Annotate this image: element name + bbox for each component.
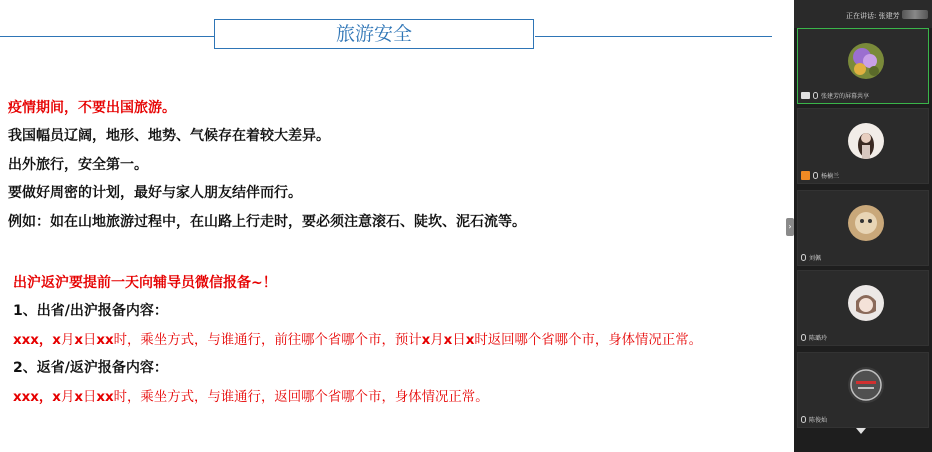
slide-line-3: 出外旅行，安全第一。 [8, 157, 148, 173]
slide-line-5: 例如：如在山地旅游过程中，在山路上行走时，要必须注意滚石、陡坎、泥石流等。 [8, 214, 526, 230]
participant-panel [794, 0, 932, 452]
participant-name: 刘佩 [809, 254, 822, 262]
cartoon-avatar-icon [848, 285, 884, 321]
participant-tile-4[interactable] [797, 270, 929, 346]
avatar [848, 205, 884, 241]
brand-logo-avatar-icon [848, 367, 884, 403]
report-notice: 出沪返沪要提前一天向辅导员微信报备~！ [13, 275, 277, 291]
signal-icon [902, 10, 928, 19]
slide-line-2: 我国幅员辽阔，地形、地势、气候存在着较大差异。 [8, 128, 330, 144]
participant-name: 陈俊灿 [809, 416, 828, 424]
section1-heading: 1、出省/出沪报备内容： [13, 303, 168, 319]
participant-tile-1[interactable] [797, 28, 929, 104]
mic-icon [813, 92, 818, 99]
slide-title: 旅游安全 [214, 19, 534, 49]
slide-line-4: 要做好周密的计划，最好与家人朋友结伴而行。 [8, 185, 302, 201]
slide-line-1: 疫情期间，不要出国旅游。 [8, 100, 176, 116]
participant-tile-2[interactable] [797, 108, 929, 184]
participant-name: 陈璐玲 [809, 334, 828, 342]
participant-name: 杨楠兰 [821, 172, 840, 180]
avatar [848, 43, 884, 79]
avatar [848, 123, 884, 159]
speaking-indicator: 正在讲话: 张建芳 [846, 12, 900, 20]
avatar [848, 285, 884, 321]
collapse-panel-handle[interactable] [786, 218, 794, 236]
mic-icon [801, 334, 806, 341]
panel-header [794, 0, 932, 28]
flower-avatar-icon [848, 43, 884, 79]
participant-name: 张建芳的屏幕共享 [821, 92, 870, 100]
animal-avatar-icon [848, 205, 884, 241]
person-icon [801, 171, 810, 180]
avatar [848, 367, 884, 403]
mic-icon [801, 416, 806, 423]
chevron-right-icon: › [788, 222, 792, 231]
screen-share-icon [801, 92, 810, 99]
portrait-avatar-icon [848, 123, 884, 159]
section2-heading: 2、返省/返沪报备内容： [13, 360, 168, 376]
participant-tile-3[interactable] [797, 190, 929, 266]
title-rule-right [535, 36, 772, 37]
section1-detail: xxx，x月x日xx时，乘坐方式，与谁通行，前往哪个省哪个市，预计x月x日x时返回哪个省哪个市，身体情况正常。 [13, 333, 702, 348]
title-rule-left [0, 36, 214, 37]
section2-detail: xxx，x月x日xx时，乘坐方式，与谁通行，返回哪个省哪个市，身体情况正常。 [13, 390, 489, 405]
mic-icon [801, 254, 806, 261]
participant-tile-5[interactable] [797, 352, 929, 428]
mic-icon [813, 172, 818, 179]
scroll-down-icon[interactable] [856, 428, 866, 434]
